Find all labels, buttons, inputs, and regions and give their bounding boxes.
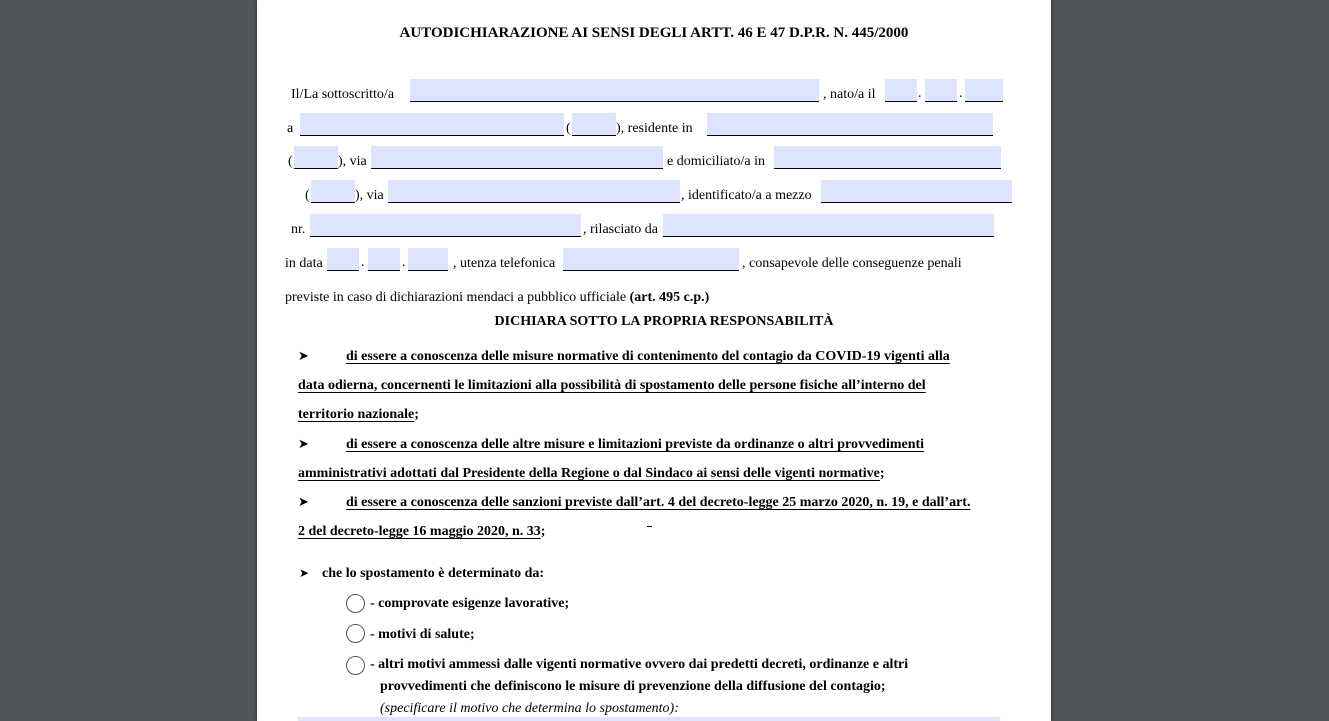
field-issue-year[interactable] (408, 248, 448, 271)
field-domicile-street[interactable] (388, 180, 680, 203)
field-issued-by[interactable] (663, 214, 994, 237)
arrowhead-icon: ➤ (298, 494, 309, 509)
option-other-label-line-2: provvedimenti che definiscono le misure di prevenzione della diffusione del contagio; (380, 679, 886, 694)
label-resident: ), residente in (616, 121, 693, 136)
field-birth-province[interactable] (572, 113, 616, 136)
field-birth-place[interactable] (300, 113, 564, 136)
paren-open: ( (566, 121, 571, 136)
paren-open: ( (288, 154, 293, 169)
date-separator: . (361, 255, 365, 270)
option-health-label: - motivi di salute; (370, 627, 475, 642)
label-phone: , utenza telefonica (453, 256, 556, 271)
label-number: nr. (291, 222, 306, 237)
field-full-name[interactable] (410, 79, 819, 102)
radio-work-reasons[interactable] (346, 594, 365, 613)
radio-other-reasons[interactable] (346, 656, 365, 675)
option-other-label-line-1: - altri motivi ammessi dalle vigenti normative ovvero dai predetti decreti, ordinanze e altri (370, 657, 909, 672)
option-work-label: - comprovate esigenze lavorative; (370, 596, 570, 611)
label-issued-by: , rilasciato da (583, 222, 659, 237)
field-domicile-province[interactable] (311, 180, 355, 203)
declaration-3-line-1: di essere a conoscenza delle sanzioni previste dall’art. 4 del decreto-legge 25 marzo 2020, n. 19, e dall’art. (346, 495, 971, 510)
label-aware-consequences: , consapevole delle conseguenze penali (742, 256, 962, 271)
date-separator: . (918, 86, 922, 101)
label-identified-by: , identificato/a a mezzo (681, 188, 812, 203)
field-issue-day[interactable] (327, 248, 359, 271)
declaration-2-line-2: amministrativi adottati dal Presidente della Regione o dal Sindaco ai sensi delle vigenti normative; (298, 466, 885, 481)
field-other-reason[interactable] (298, 717, 1000, 721)
stray-mark (647, 526, 652, 527)
declaration-3-line-2: 2 del decreto-legge 16 maggio 2020, n. 33; (298, 524, 546, 539)
label-false-declarations: previste in caso di dichiarazioni mendaci a pubblico ufficiale (art. 495 c.p.) (285, 290, 710, 305)
arrowhead-icon: ➤ (298, 348, 309, 363)
field-residence-province[interactable] (294, 146, 338, 169)
field-birth-month[interactable] (925, 79, 957, 102)
label-street: ), via (355, 188, 384, 203)
label-at: a (287, 121, 294, 136)
declaration-2-line-1: di essere a conoscenza delle altre misure e limitazioni previste da ordinanze o altri provvedimenti (346, 437, 925, 452)
field-domicile-city[interactable] (774, 146, 1001, 169)
document-title: AUTODICHIARAZIONE AI SENSI DEGLI ARTT. 46 E 47 D.P.R. N. 445/2000 (399, 25, 909, 41)
declaration-1-line-1: di essere a conoscenza delle misure normative di contenimento del contagio da COVID-19 vigenti alla (346, 349, 950, 364)
field-birth-year[interactable] (965, 79, 1003, 102)
paren-open: ( (305, 188, 310, 203)
field-issue-month[interactable] (368, 248, 400, 271)
arrowhead-icon: ➤ (298, 436, 309, 451)
declaration-1-line-3: territorio nazionale; (298, 407, 419, 422)
label-born: , nato/a il (823, 87, 876, 102)
field-document-number[interactable] (310, 214, 581, 237)
motive-intro: che lo spostamento è determinato da: (322, 566, 545, 581)
document-page (257, 0, 1051, 721)
label-street: ), via (338, 154, 367, 169)
field-id-document[interactable] (821, 180, 1012, 203)
arrowhead-icon: ➤ (299, 566, 310, 580)
label-domiciled: e domiciliato/a in (667, 154, 765, 169)
field-birth-day[interactable] (885, 79, 917, 102)
field-residence-street[interactable] (371, 146, 663, 169)
field-residence-city[interactable] (707, 113, 993, 136)
radio-health-reasons[interactable] (346, 624, 365, 643)
date-separator: . (402, 255, 406, 270)
declaration-1-line-2: data odierna, concernenti le limitazioni alla possibilità di spostamento delle persone fisiche all’interno del (298, 378, 926, 393)
label-undersigned: Il/La sottoscritto/a (291, 87, 395, 102)
date-separator: . (959, 86, 963, 101)
option-other-hint: (specificare il motivo che determina lo spostamento): (380, 701, 679, 716)
label-date: in data (285, 256, 323, 271)
field-phone[interactable] (563, 248, 739, 271)
declaration-heading: DICHIARA SOTTO LA PROPRIA RESPONSABILITÀ (494, 314, 834, 329)
